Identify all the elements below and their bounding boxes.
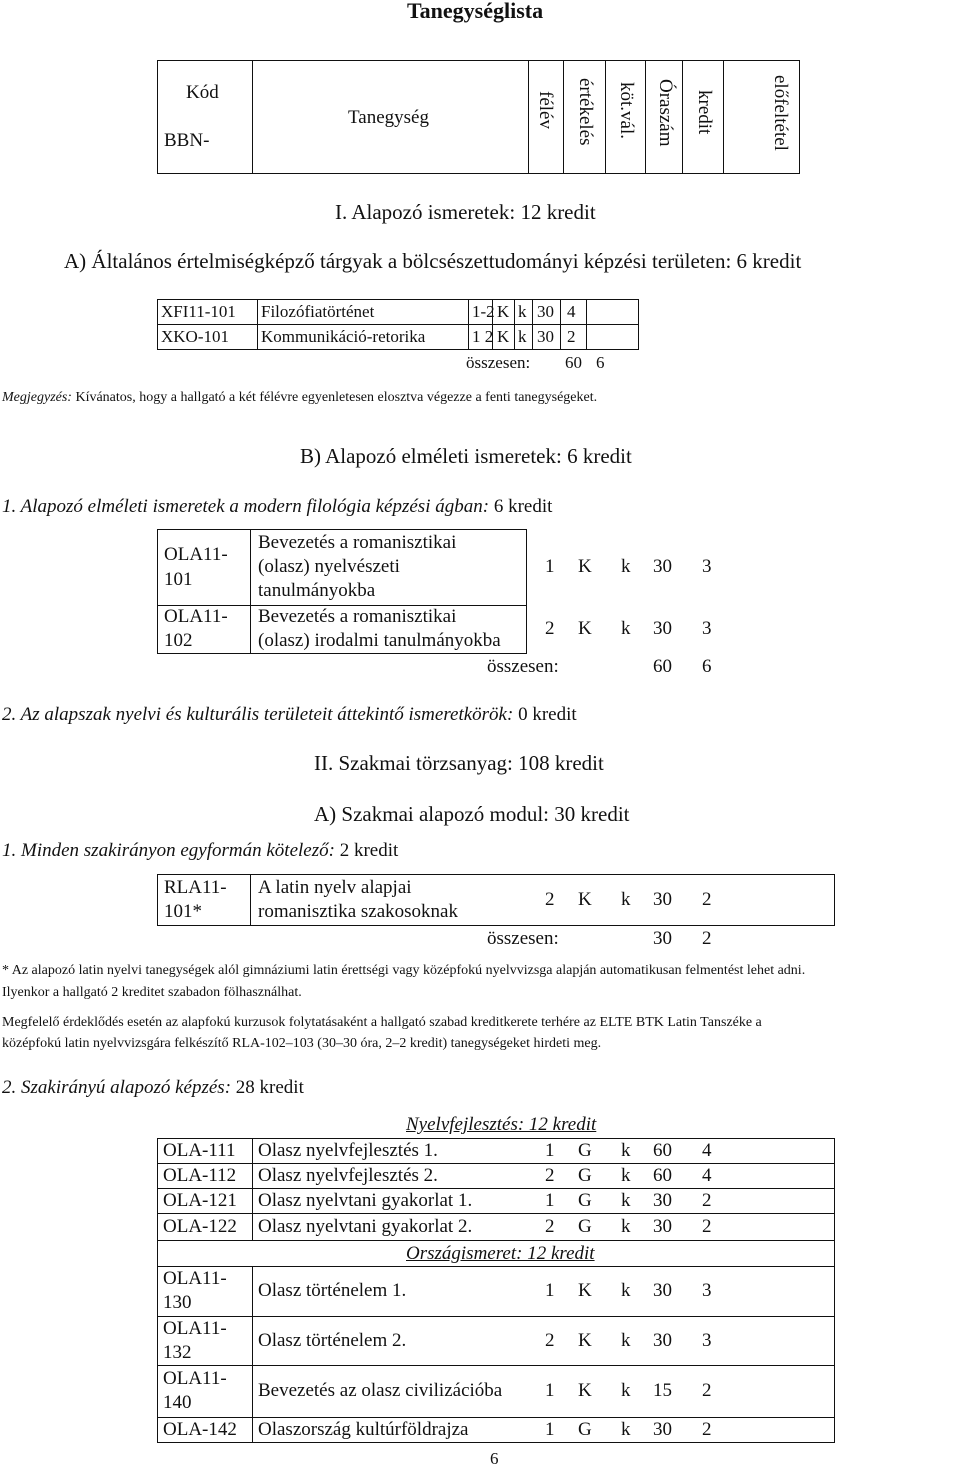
table-cell: 3 (702, 1330, 712, 1351)
table-cell: 2 (545, 1216, 555, 1237)
subsection-label: 1. Minden szakirányon egyformán kötelező: 2 kredit (2, 840, 399, 861)
paragraph: Megfelelő érdeklődés esetén az alapfokú kurzusok folytatásaként a hallgató szabad kreditkerete terhére az ELTE BTK Latin Tanszéke a (2, 1015, 762, 1030)
table-cell: 2 (702, 1380, 712, 1401)
table-cell: OLA-121 (163, 1190, 237, 1211)
table-cell: k (621, 1190, 631, 1211)
table-cell: OLA11- (163, 1268, 227, 1289)
table-cell: RLA11- (164, 877, 227, 898)
table-cell: 130 (163, 1292, 192, 1313)
total-label: összesen: (487, 928, 559, 949)
table-cell: 101 (164, 569, 193, 590)
table-cell: A latin nyelv alapjai (258, 877, 412, 898)
table-cell: Olasz nyelvtani gyakorlat 2. (258, 1216, 473, 1237)
table-cell: k (621, 1280, 631, 1301)
table-cell: 1 (545, 1190, 555, 1211)
header-prerequisite: előfeltétel (770, 75, 791, 151)
table-cell: Kommunikáció-retorika (261, 327, 426, 346)
table-cell: K (578, 889, 592, 910)
page-title: Tanegységlista (407, 0, 544, 23)
table-cell: (olasz) nyelvészeti (258, 556, 400, 577)
table-cell: OLA-112 (163, 1165, 237, 1186)
table-cell: 2 (545, 1165, 555, 1186)
table-cell: 15 (653, 1380, 672, 1401)
table-cell: K (497, 327, 510, 346)
page-number: 6 (490, 1449, 499, 1468)
total-hours: 60 (653, 656, 672, 677)
table-cell: 1-2 (472, 302, 495, 321)
table-cell: 102 (164, 630, 193, 651)
table-cell: 60 (653, 1165, 672, 1186)
subsection-heading: B) Alapozó elméleti ismeretek: 6 kredit (300, 444, 632, 468)
table-cell: K (497, 302, 510, 321)
total-hours: 60 (565, 353, 582, 372)
table-cell: 30 (537, 327, 554, 346)
table-cell: k (621, 889, 631, 910)
table-cell: k (621, 1419, 631, 1440)
table-cell: 3 (702, 556, 712, 577)
table-cell: 3 (702, 618, 712, 639)
table-cell: 4 (702, 1140, 712, 1161)
table-cell: OLA11- (163, 1368, 227, 1389)
table-cell: Olasz nyelvfejlesztés 1. (258, 1140, 438, 1161)
table-cell: tanulmányokba (258, 580, 376, 601)
table-cell: XFI11-101 (161, 302, 236, 321)
table-cell: 1 (545, 556, 555, 577)
table-cell: G (578, 1216, 592, 1237)
table-cell: G (578, 1419, 592, 1440)
table-cell: 2 (545, 1330, 555, 1351)
table-cell: 2 (702, 889, 712, 910)
table-cell: 30 (653, 1280, 672, 1301)
table-cell: OLA11- (164, 606, 228, 627)
table-cell: 101* (164, 901, 202, 922)
table-cell: 2 (702, 1190, 712, 1211)
section-heading: II. Szakmai törzsanyag: 108 kredit (314, 751, 604, 775)
total-credit: 2 (702, 928, 712, 949)
table-cell: K (578, 556, 592, 577)
group-heading: Országismeret: 12 kredit (406, 1243, 595, 1264)
table-cell: OLA-111 (163, 1140, 236, 1161)
table-cell: Olasz nyelvfejlesztés 2. (258, 1165, 438, 1186)
table-cell: 1 (545, 1140, 555, 1161)
group-heading: Nyelvfejlesztés: 12 kredit (406, 1114, 597, 1135)
table-cell: 1 (545, 1280, 555, 1301)
table-cell: 30 (653, 556, 672, 577)
header-evaluation: értékelés (575, 78, 596, 146)
table-cell: 2 (545, 889, 555, 910)
table-cell: k (621, 1216, 631, 1237)
table-cell: 1 (545, 1419, 555, 1440)
total-label: összesen: (487, 656, 559, 677)
table-cell: 30 (653, 1419, 672, 1440)
header-credit: kredit (694, 90, 715, 135)
table-cell: OLA-122 (163, 1216, 237, 1237)
table-cell: k (621, 1330, 631, 1351)
table-cell: k (621, 1140, 631, 1161)
paragraph: középfokú latin nyelvvizsgára felkészítő RLA-102–103 (30–30 óra, 2–2 kredit) tanegységeket hirdeti meg. (2, 1036, 602, 1051)
note-text: Kívánatos, hogy a hallgató a két félévre egyenletesen elosztva végezze a fenti tanegységeket. (71, 390, 598, 405)
footnote: * Az alapozó latin nyelvi tanegységek alól gimnáziumi latin érettségi vagy középfokú nyelvvizsga alapján automatikusan felmentést lehet adni. (2, 963, 806, 978)
table-cell: 30 (653, 618, 672, 639)
table-cell: 2 (545, 618, 555, 639)
table-cell: K (578, 618, 592, 639)
table-cell: OLA-142 (163, 1419, 237, 1440)
table-cell: Bevezetés a romanisztikai (258, 606, 457, 627)
table-cell: 30 (653, 1330, 672, 1351)
table-cell: k (518, 327, 527, 346)
subsection-heading: A) Általános értelmiségképző tárgyak a bölcsészettudományi képzési területen: 6 kredit (64, 249, 802, 273)
header-course: Tanegység (348, 107, 429, 128)
table-cell: 30 (653, 889, 672, 910)
total-credit: 6 (596, 353, 605, 372)
note (2, 390, 597, 406)
table-cell: Bevezetés az olasz civilizációba (258, 1380, 503, 1401)
total-credit: 6 (702, 656, 712, 677)
header-code: Kód (186, 82, 219, 103)
table-cell: K (578, 1330, 592, 1351)
table-cell: XKO-101 (161, 327, 229, 346)
table-cell: k (518, 302, 527, 321)
table-cell: G (578, 1140, 592, 1161)
subsection-label: 2. Az alapszak nyelvi és kulturális területeit áttekintő ismeretkörök: 0 kredit (2, 704, 577, 725)
header-semester: félév (535, 91, 556, 129)
table-cell: 1 (545, 1380, 555, 1401)
table-cell: G (578, 1165, 592, 1186)
table-cell: 132 (163, 1342, 192, 1363)
table-cell: k (621, 556, 631, 577)
table-cell: K (578, 1380, 592, 1401)
header-bbn: BBN- (164, 130, 210, 151)
table-cell: 2 (702, 1419, 712, 1440)
table-cell: k (621, 1165, 631, 1186)
table-cell: OLA11- (163, 1318, 227, 1339)
total-label: összesen: (466, 353, 531, 372)
table-cell: (olasz) irodalmi tanulmányokba (258, 630, 501, 651)
table-cell: Olaszország kultúrföldrajza (258, 1419, 469, 1440)
header-mandatory: köt.vál. (616, 82, 637, 139)
subsection-heading: A) Szakmai alapozó modul: 30 kredit (314, 802, 630, 826)
table-cell: Olasz történelem 2. (258, 1330, 407, 1351)
table-cell: 3 (702, 1280, 712, 1301)
table-cell: 1 2 (472, 327, 494, 346)
table-cell: OLA11- (164, 544, 228, 565)
total-hours: 30 (653, 928, 672, 949)
note-label: Megjegyzés: (2, 390, 72, 405)
table-cell: 60 (653, 1140, 672, 1161)
table-cell: 4 (567, 302, 576, 321)
table-cell: 30 (653, 1216, 672, 1237)
table-cell: Filozófiatörténet (261, 302, 375, 321)
subsection-label: 1. Alapozó elméleti ismeretek a modern filológia képzési ágban: 6 kredit (2, 496, 553, 517)
table-cell: 30 (537, 302, 554, 321)
footnote: Ilyenkor a hallgató 2 kreditet szabadon fölhasználhat. (2, 985, 302, 1000)
section-heading: I. Alapozó ismeretek: 12 kredit (335, 200, 596, 224)
table-cell: Olasz nyelvtani gyakorlat 1. (258, 1190, 473, 1211)
table-cell: k (621, 618, 631, 639)
table-cell: 30 (653, 1190, 672, 1211)
table-cell: Olasz történelem 1. (258, 1280, 407, 1301)
table-cell: romanisztika szakosoknak (258, 901, 458, 922)
table-cell: K (578, 1280, 592, 1301)
subsection-label: 2. Szakirányú alapozó képzés: 28 kredit (2, 1077, 304, 1098)
table-cell: 2 (702, 1216, 712, 1237)
table-cell: Bevezetés a romanisztikai (258, 532, 457, 553)
table-cell: G (578, 1190, 592, 1211)
table-cell: 140 (163, 1392, 192, 1413)
table-cell: 4 (702, 1165, 712, 1186)
table-cell: k (621, 1380, 631, 1401)
table-cell: 2 (567, 327, 576, 346)
header-hours: Óraszám (655, 79, 676, 147)
